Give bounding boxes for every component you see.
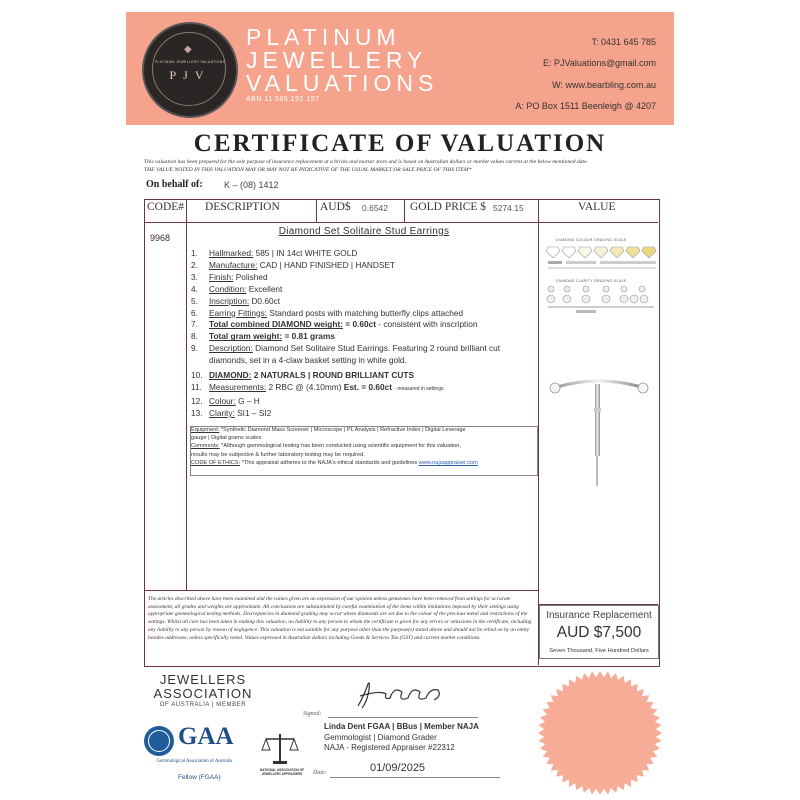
signature-line — [328, 717, 478, 718]
scales-of-justice-icon — [260, 730, 300, 766]
date-value: 01/09/2025 — [370, 762, 426, 774]
list-item: 7. Total combined DIAMOND weight: = 0.60ct - consistent with inscription — [191, 319, 478, 330]
col-description-header: DESCRIPTION — [205, 201, 280, 213]
logo-small-text: PLATINUM JEWELLERY VALUATIONS — [154, 60, 226, 64]
insurance-label: Insurance Replacement — [546, 610, 652, 621]
list-item: 8. Total gram weight: = 0.81 grams — [191, 331, 335, 342]
list-item: 13. Clarity: SI1 – SI2 — [191, 407, 272, 418]
postal-address: A: PO Box 1511 Beenleigh @ 4207 — [515, 101, 656, 111]
certificate-title: CERTIFICATE OF VALUATION — [193, 130, 607, 157]
colour-scale-chart — [546, 243, 662, 273]
divider-code — [186, 199, 187, 591]
list-item: 9. Description: Diamond Set Solitaire Stud Earrings. Featuring 2 round brilliant cut — [191, 343, 501, 354]
disclaimer-text: The articles described above have been examined and the values given are an expression of our opinion unless gemstones have been removed from settings for accurate assessment, all grades and weights are approximate. All conclusions are substantiated by careful examination of the items within limitations imposed by their settings using appropriate gemmological testing methods. Discrepancies in diamond grading may occur where diamonds are set due to the colour of the precious metal and restrictions of the settings. Whilst all care has been taken in making this valuation, no liability to any person to whom the certificate is given for any errors or omissions in the certificate, including any liability to any person by reason of negligence. This valuation is not suitable for any purpose other than the purpose(s) stated above and should not be relied on by an entity besides addressee, unless specifically noted. Values expressed in Australian dollars including Goods & Services Tax (GST) and current market conditions. — [148, 596, 532, 641]
signer-registration: NAJA - Registered Appraiser #22312 — [324, 743, 455, 752]
ja-logo-sub: OF AUSTRALIA | MEMBER — [159, 702, 247, 708]
naja-link[interactable]: www.najaappraiser.com — [418, 459, 478, 466]
intro-line-1: This valuation has been prepared for the sole purpose of insurance replacement at a bricks and mortar store and is based on Australian dollars or market values current at the below mentioned date. — [144, 159, 588, 165]
signed-label: Signed: — [303, 711, 322, 717]
brand-line-3: VALUATIONS — [246, 70, 439, 96]
col-gold-header: GOLD PRICE $ — [410, 201, 487, 213]
insurance-value: AUD $7,500 — [556, 624, 642, 641]
gaa-full-name: Gemmological Association of Australia — [156, 759, 233, 764]
notes-text: Equipment: *Synthetic Diamond Mass Screener | Microscope | PL Analysis | Refractive Index | Digital Leverage gauge | Digital grams scales. Comments: *Although gemmological testing has been conducted using scientific equipment for this valuation, results may be subjective & further laboratory testing may be required. CODE OF ETHICS: *This appraisal adheres to the NAJA's ethical standards and guidelines www.najaappraiser.com — [191, 427, 478, 466]
list-item: 3. Finish: Polished — [191, 271, 268, 282]
item-code: 9968 — [150, 233, 171, 243]
earring-illustration — [543, 370, 655, 490]
date-line — [330, 777, 500, 778]
item-title: Diamond Set Solitaire Stud Earrings — [278, 226, 450, 237]
list-item: 6. Earring Fittings: Standard posts with matching butterfly clips attached — [191, 307, 464, 318]
date-label: Date: — [313, 770, 327, 776]
clarity-scale-title: DIAMOND CLARITY GRADING SCALE — [556, 279, 627, 283]
ja-logo-line-1: JEWELLERS — [159, 672, 247, 687]
gaa-logo-text: GAA — [178, 723, 234, 750]
col-code-header: CODE# — [147, 201, 185, 213]
brand-line-2: JEWELLERY — [246, 47, 428, 73]
divider-disclaimer — [144, 590, 538, 591]
col-aud-header: AUD$ — [320, 201, 351, 213]
ja-logo-line-2: ASSOCIATION — [153, 686, 253, 701]
gaa-emblem-icon — [144, 726, 174, 756]
col-value-header: VALUE — [578, 201, 616, 213]
gold-price-value: 5274.15 — [493, 203, 524, 213]
phone-number: T: 0431 645 785 — [591, 37, 656, 47]
website-link[interactable]: W: www.bearbling.com.au — [552, 80, 656, 90]
list-item: 11. Measurements: 2 RBC @ (4.10mm) Est. = 0.60ct - measured in settings — [191, 381, 444, 392]
signature-image — [350, 676, 460, 714]
fellow-label: Fellow (FGAA) — [178, 774, 221, 781]
signer-name: Linda Dent FGAA | BBus | Member NAJA — [324, 722, 479, 731]
insurance-value-words: Seven Thousand, Five Hundred Dollars — [549, 648, 649, 654]
pjv-logo — [142, 22, 238, 118]
clarity-scale-chart — [546, 284, 662, 316]
naja-full-name: NATIONAL ASSOCIATION OF JEWELLERY APPRAISERS — [259, 768, 305, 776]
list-item: 5. Inscription: D0.60ct — [191, 295, 281, 306]
aud-rate-value: 0.6542 — [362, 203, 388, 213]
on-behalf-label: On behalf of: — [146, 179, 203, 190]
list-item: 1. Hallmarked: 585 | IN 14ct WHITE GOLD — [191, 248, 358, 258]
intro-line-2: THE VALUE NOTED IN THIS VALUATION MAY OR MAY NOT BE INDICATIVE OF THE USUAL MARKET OR SALE PRICE OF THIS ITEM* — [144, 166, 472, 173]
list-item: 4. Condition: Excellent — [191, 283, 283, 294]
brand-line-1: PLATINUM — [246, 24, 401, 50]
divider-desc — [316, 199, 317, 222]
list-item: 12. Colour: G – H — [191, 395, 260, 406]
colour-scale-title: DIAMOND COLOUR GRADING SCALE — [556, 238, 627, 242]
list-item: 2. Manufacture: CAD | HAND FINISHED | HANDSET — [191, 259, 395, 270]
divider-value — [538, 199, 539, 665]
email-address[interactable]: E: PJValuations@gmail.com — [542, 58, 656, 68]
list-item-continued: diamonds, set in a 4-claw basket setting in white gold. — [209, 355, 407, 366]
signer-title: Gemmologist | Diamond Grader — [324, 733, 437, 742]
divider-aud — [404, 199, 405, 222]
logo-monogram: PJV — [169, 68, 211, 82]
item-details-list — [191, 248, 536, 420]
on-behalf-value: K – (08) 1412 — [224, 180, 279, 190]
list-item: 10. DIAMOND: 2 NATURALS | ROUND BRILLIANT CUTS — [191, 370, 414, 381]
intro-text — [144, 159, 664, 174]
diamond-icon: ◆ — [184, 44, 192, 55]
embossed-seal — [537, 670, 663, 796]
abn-number: ABN 11 565 192 157 — [246, 96, 320, 103]
